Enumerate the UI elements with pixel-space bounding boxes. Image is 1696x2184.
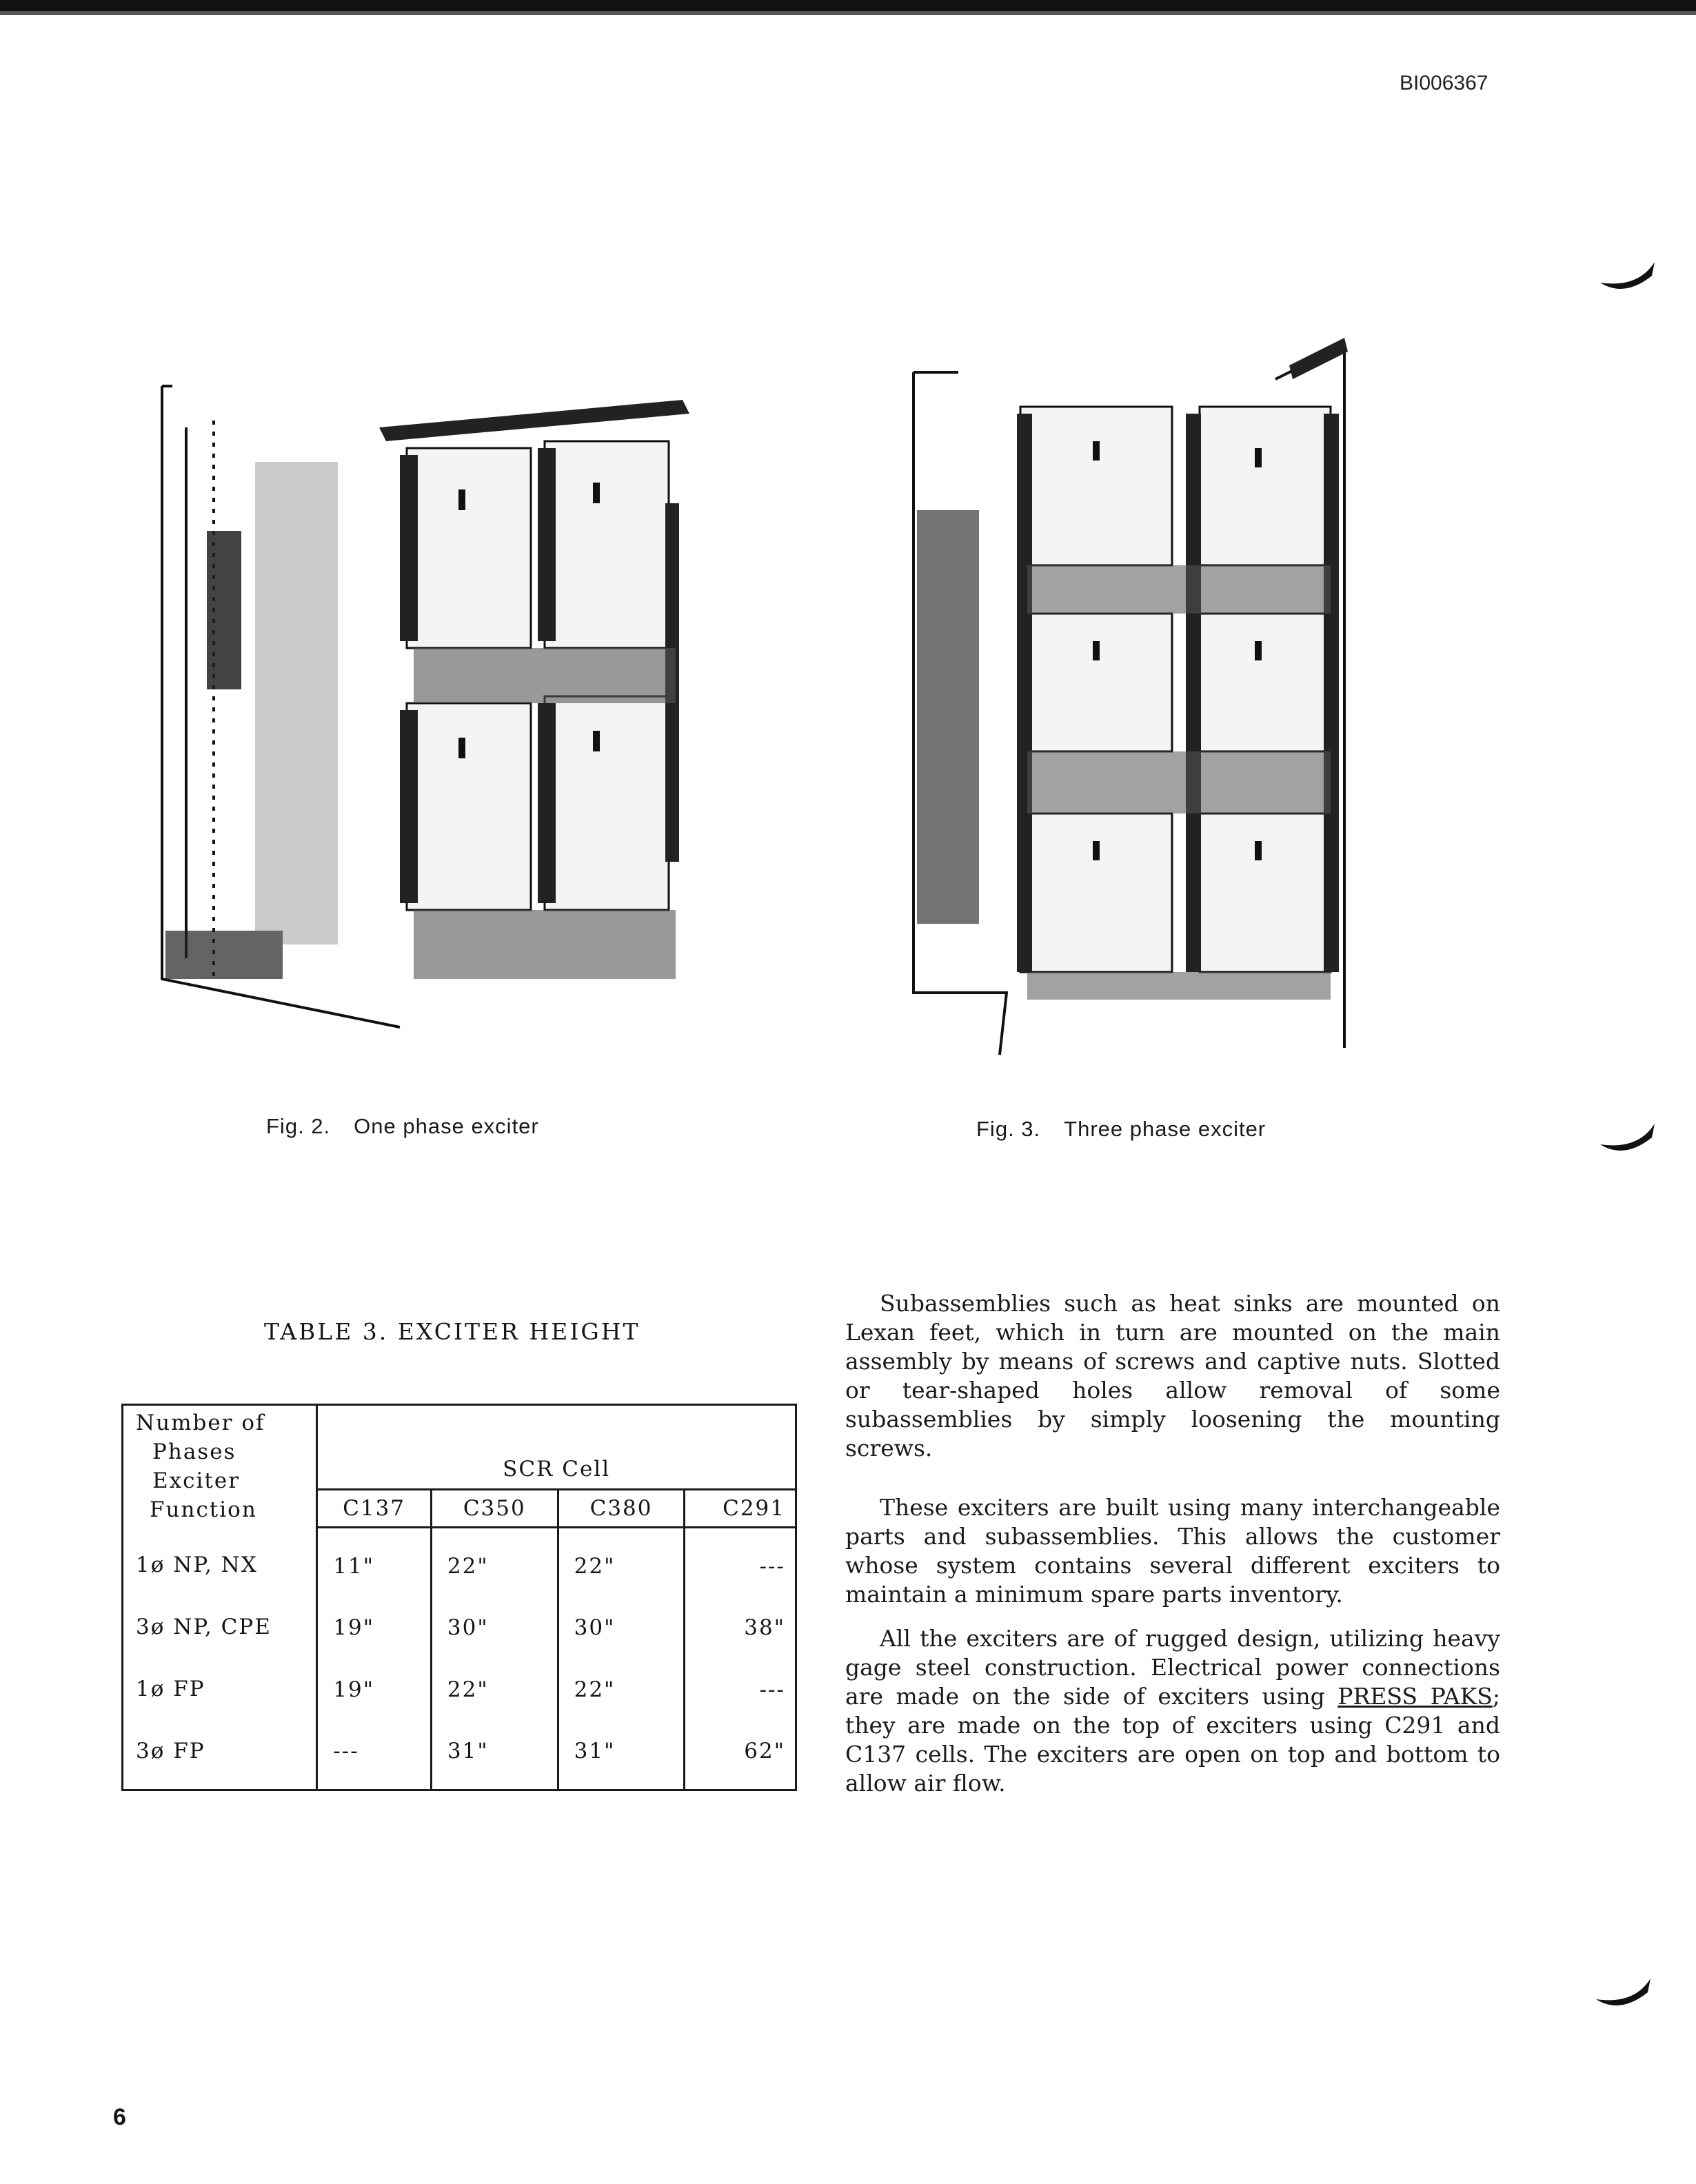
row-label: 3ø FP bbox=[136, 1739, 205, 1764]
rugged-design-text: All the exciters are of rugged design, utilizing heavy gage steel construction. Electrical power connections are made on the side of exciters using bbox=[845, 1625, 1500, 1710]
row-label: 1ø FP bbox=[136, 1677, 205, 1702]
column-header-c350: C350 bbox=[431, 1490, 558, 1528]
table-cell: --- bbox=[759, 1677, 785, 1702]
row-header-line: Function bbox=[150, 1497, 257, 1522]
column-header-c291: C291 bbox=[685, 1490, 796, 1528]
row-header-line: Phases bbox=[152, 1439, 236, 1464]
page-number: 6 bbox=[113, 2104, 126, 2130]
figure-3-number: Fig. 3. bbox=[976, 1117, 1041, 1141]
scan-top-border-shadow bbox=[0, 11, 1696, 15]
paragraph-interchangeable-parts: These exciters are built using many interchangeable parts and subassemblies. This allows the customer whose system contains several different exciters to maintain a minimum spare parts inventory. bbox=[845, 1494, 1500, 1608]
paragraph-subassemblies: Subassemblies such as heat sinks are mounted on Lexan feet, which in turn are mounted on the main assembly by means of screws and captive nuts. Slotted or tear-shaped holes allow removal of some subassemblies by simply loosening the mounting screws. bbox=[845, 1290, 1500, 1462]
table-cell: --- bbox=[333, 1739, 359, 1764]
table-title: TABLE 3. EXCITER HEIGHT bbox=[264, 1318, 640, 1345]
c350-values-column bbox=[431, 1528, 558, 1790]
table-cell: 22" bbox=[574, 1553, 616, 1579]
column-header-c137: C137 bbox=[317, 1490, 432, 1528]
paragraph-rugged-design bbox=[845, 1624, 1500, 1798]
table-cell: 19" bbox=[333, 1615, 374, 1641]
table-cell: 31" bbox=[574, 1739, 616, 1764]
press-paks-emphasis: PRESS PAKS bbox=[1337, 1683, 1493, 1710]
table-cell: 30" bbox=[447, 1615, 489, 1641]
row-header-line: Number of bbox=[136, 1410, 265, 1435]
table-cell: 19" bbox=[333, 1677, 374, 1702]
figure-three-phase-exciter bbox=[903, 303, 1372, 1089]
binder-hole-mark bbox=[1597, 1117, 1659, 1165]
table-cell: 38" bbox=[744, 1615, 785, 1641]
table-cell: 30" bbox=[574, 1615, 616, 1641]
binder-hole-mark bbox=[1597, 255, 1659, 303]
figure-2-text: One phase exciter bbox=[354, 1114, 539, 1138]
column-header-c380: C380 bbox=[558, 1490, 685, 1528]
figure-2-number: Fig. 2. bbox=[266, 1114, 331, 1138]
exciter-height-table bbox=[121, 1404, 797, 1791]
table-cell: 22" bbox=[447, 1677, 489, 1702]
c137-values-column bbox=[317, 1528, 432, 1790]
row-header-line: Exciter bbox=[152, 1468, 241, 1493]
table-cell: --- bbox=[759, 1553, 785, 1579]
row-header-cell bbox=[123, 1405, 317, 1528]
row-labels-column bbox=[123, 1528, 317, 1790]
table-cell: 22" bbox=[574, 1677, 616, 1702]
c291-values-column bbox=[685, 1528, 796, 1790]
figure-3-caption bbox=[976, 1117, 1266, 1142]
figure-3-text: Three phase exciter bbox=[1064, 1117, 1266, 1141]
rugged-design-text-end: ; they are made on the top of exciters using C291 and C137 cells. The exciters are open on top and bottom to allow air flow. bbox=[845, 1683, 1500, 1797]
row-label: 1ø NP, NX bbox=[136, 1553, 258, 1578]
figure-2-caption bbox=[266, 1114, 539, 1139]
document-id: BI006367 bbox=[1400, 72, 1488, 94]
table-cell: 31" bbox=[447, 1739, 489, 1764]
binder-hole-mark bbox=[1593, 1972, 1655, 2020]
c380-values-column bbox=[558, 1528, 685, 1790]
figure-one-phase-exciter bbox=[152, 324, 703, 1048]
table-cell: 11" bbox=[333, 1553, 374, 1579]
table-cell: 22" bbox=[447, 1553, 489, 1579]
table-cell: 62" bbox=[744, 1739, 785, 1764]
row-label: 3ø NP, CPE bbox=[136, 1615, 272, 1640]
scr-cell-group-header: SCR Cell bbox=[317, 1405, 796, 1490]
